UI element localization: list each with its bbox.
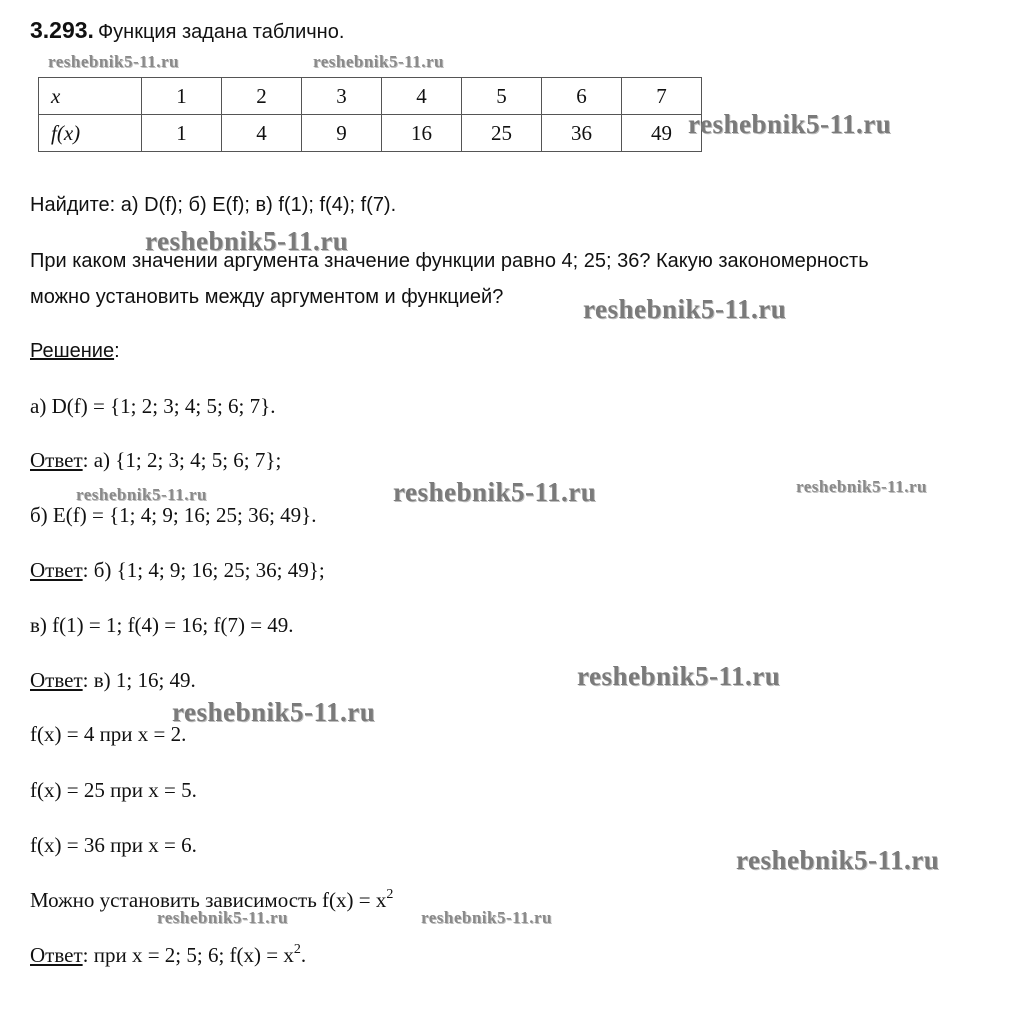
watermark: reshebnik5-11.ru [736,845,940,875]
solution-b: б) E(f) = {1; 4; 9; 16; 25; 36; 49}. [30,503,317,527]
table-cell: 16 [382,115,462,152]
table-header-x: x [39,78,142,115]
watermark: reshebnik5-11.ru [48,52,179,71]
answer-v-line [30,668,196,692]
table-cell: 2 [222,78,302,115]
problem-number: 3.293. [30,17,94,43]
watermark: reshebnik5-11.ru [421,908,552,927]
watermark: reshebnik5-11.ru [76,485,207,504]
task-question-line1: При каком значении аргумента значение функции равно 4; 25; 36? Какую закономерность [30,250,869,272]
answer-final: : при x = 2; 5; 6; f(x) = x [82,943,294,967]
solution-f4: f(x) = 4 при x = 2. [30,722,187,746]
solution-f25: f(x) = 25 при x = 5. [30,778,197,802]
answer-final-line [30,943,306,967]
solution-f36: f(x) = 36 при x = 6. [30,833,197,857]
solution-heading [30,339,120,363]
solution-heading-text: Решение [30,340,115,362]
table-cell: 3 [302,78,382,115]
answer-a: : а) {1; 2; 3; 4; 5; 6; 7}; [82,448,282,472]
problem-header [30,17,344,44]
function-table [38,77,702,152]
watermark: reshebnik5-11.ru [172,697,376,727]
table-header-fx: f(x) [39,115,142,152]
problem-title: Функция задана таблично. [97,21,345,43]
answer-b-line [30,558,325,582]
exponent: 2 [293,942,301,957]
watermark: reshebnik5-11.ru [688,109,892,139]
answer-label: Ответ [30,448,83,472]
watermark: reshebnik5-11.ru [157,908,288,927]
watermark: reshebnik5-11.ru [796,477,927,496]
solution-a: а) D(f) = {1; 2; 3; 4; 5; 6; 7}. [30,394,276,418]
watermark: reshebnik5-11.ru [393,477,597,507]
table-cell: 25 [462,115,542,152]
table-row-x [39,78,702,115]
table-cell: 1 [142,78,222,115]
solution-v: в) f(1) = 1; f(4) = 16; f(7) = 49. [30,613,294,637]
solution-heading-colon: : [114,340,120,362]
table-row-fx [39,115,702,152]
answer-b: : б) {1; 4; 9; 16; 25; 36; 49}; [82,558,325,582]
answer-a-line [30,448,281,472]
table-cell: 1 [142,115,222,152]
answer-label: Ответ [30,943,83,967]
table-cell: 7 [622,78,702,115]
watermark: reshebnik5-11.ru [577,661,781,691]
watermark: reshebnik5-11.ru [583,294,787,324]
table-cell: 36 [542,115,622,152]
period: . [300,943,307,967]
answer-label: Ответ [30,558,83,582]
table-cell: 49 [622,115,702,152]
table-cell: 6 [542,78,622,115]
table-cell: 5 [462,78,542,115]
watermark: reshebnik5-11.ru [313,52,444,71]
task-question-line2: можно установить между аргументом и функцией? [30,286,504,308]
table-cell: 4 [382,78,462,115]
task-find-line: Найдите: а) D(f); б) E(f); в) f(1); f(4); f(7). [30,194,397,216]
answer-label: Ответ [30,668,83,692]
table-cell: 4 [222,115,302,152]
table-cell: 9 [302,115,382,152]
dependency-text: Можно установить зависимость f(x) = x [30,888,387,912]
watermark: reshebnik5-11.ru [145,226,349,256]
exponent: 2 [386,887,394,902]
answer-v: : в) 1; 16; 49. [82,668,196,692]
